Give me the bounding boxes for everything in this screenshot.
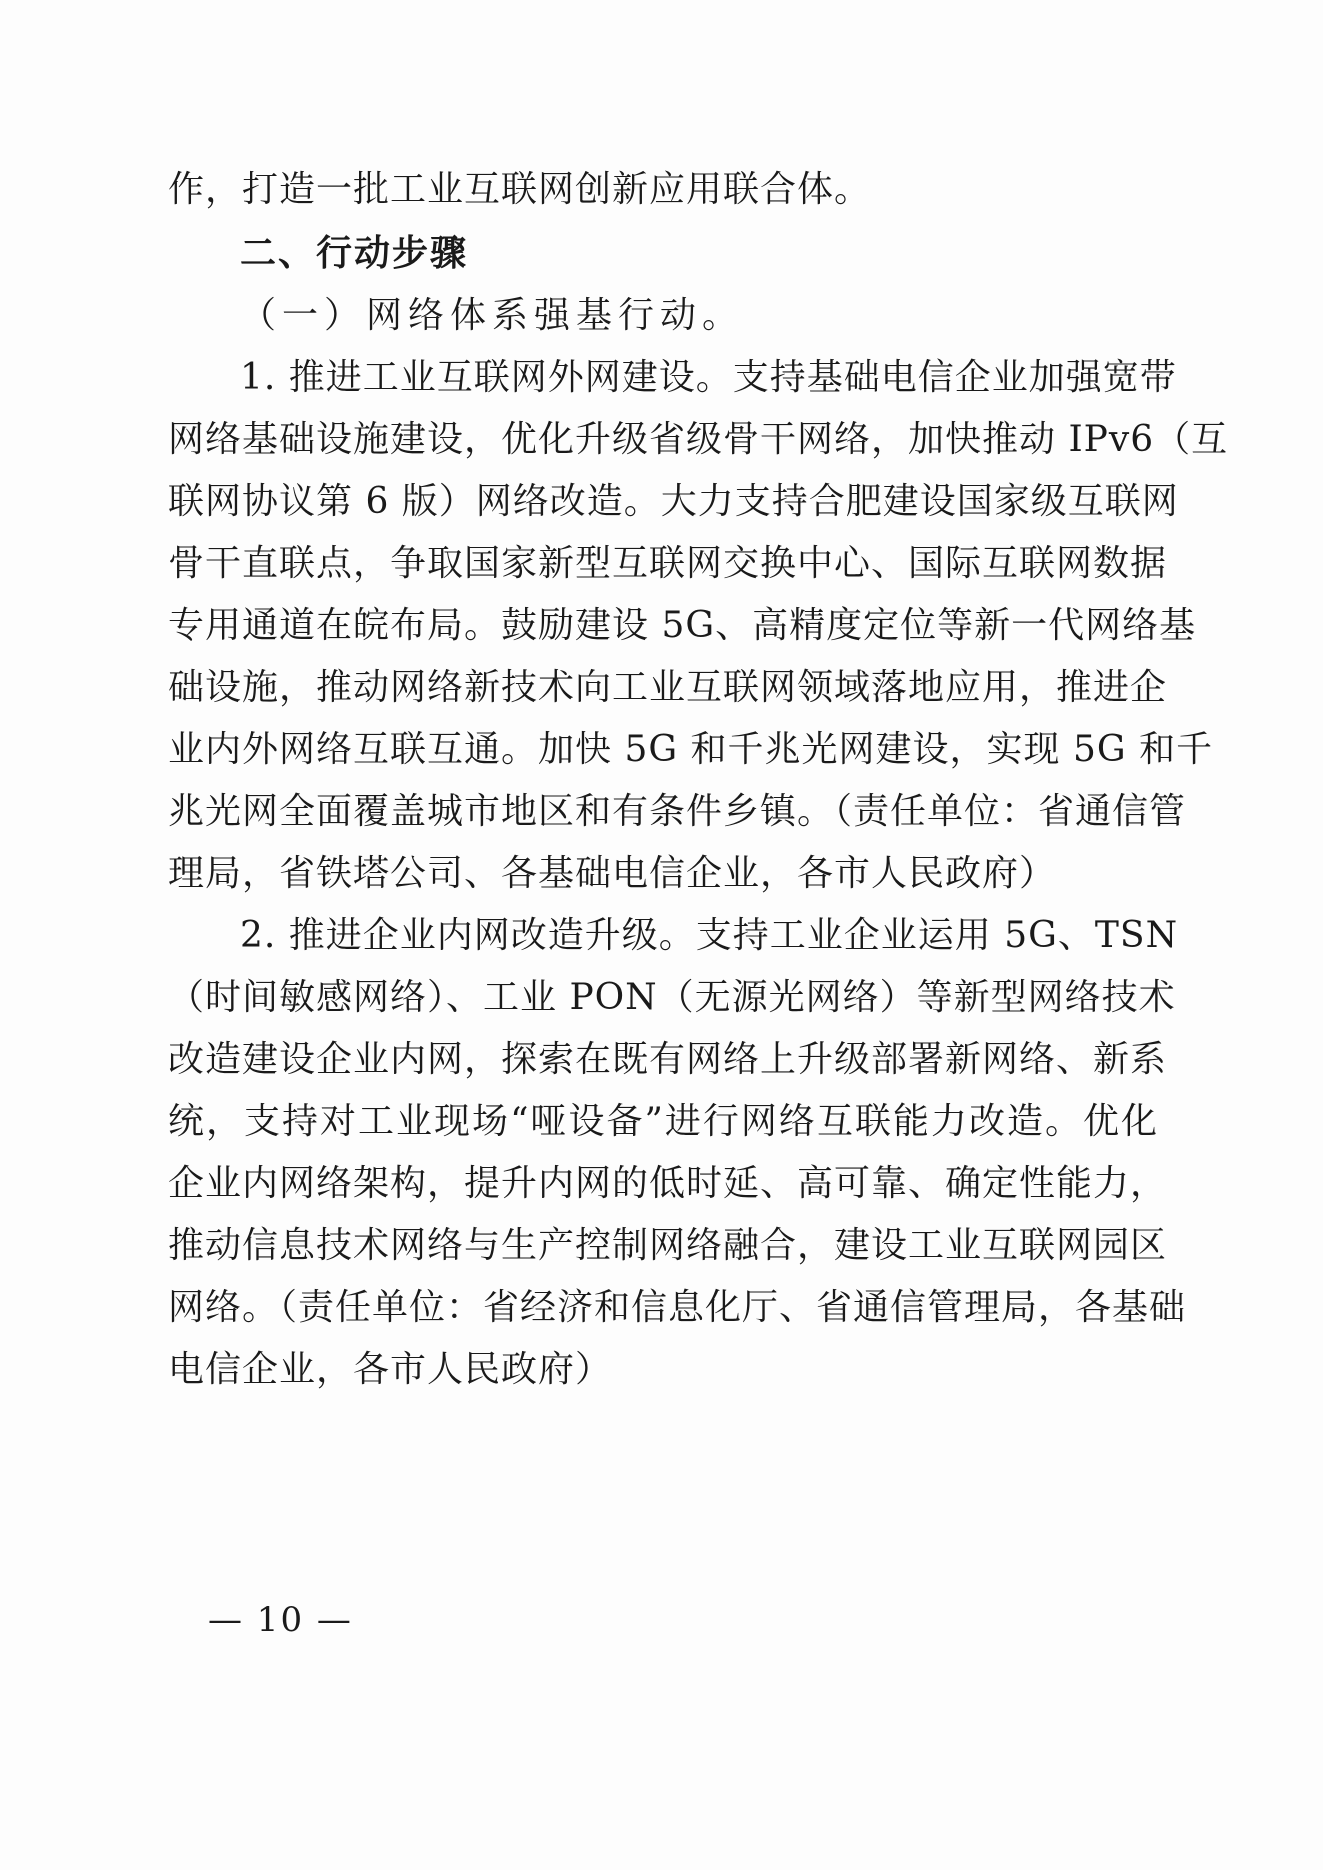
paragraph-2-line-7: 网络。（责任单位：省经济和信息化厅、省通信管理局，各基础 [168,1287,1187,1328]
paragraph-2-line-8: 电信企业，各市人民政府） [168,1349,613,1390]
subsection-heading: （一）网络体系强基行动。 [240,295,745,336]
paragraph-1-line-9: 理局，省铁塔公司、各基础电信企业，各市人民政府） [168,853,1057,894]
paragraph-1-line-7: 业内外网络互联互通。加快 5G 和千兆光网建设，实现 5G 和千 [168,729,1214,770]
paragraph-1-line-6: 础设施，推动网络新技术向工业互联网领域落地应用，推进企 [168,667,1168,708]
paragraph-1-line-1: 1. 推进工业互联网外网建设。支持基础电信企业加强宽带 [240,357,1177,398]
page-number: — 10 — [208,1600,353,1640]
paragraph-1-line-3: 联网协议第 6 版）网络改造。大力支持合肥建设国家级互联网 [168,481,1179,522]
paragraph-2-line-4: 统，支持对工业现场“哑设备”进行网络互联能力改造。优化 [168,1101,1158,1142]
paragraph-1-line-2: 网络基础设施建设，优化升级省级骨干网络，加快推动 IPv6（互 [168,419,1229,460]
paragraph-2-line-1: 2. 推进企业内网改造升级。支持工业企业运用 5G、TSN [240,915,1179,956]
paragraph-1-line-8: 兆光网全面覆盖城市地区和有条件乡镇。（责任单位：省通信管 [168,791,1187,832]
paragraph-2-line-2: （时间敏感网络）、工业 PON（无源光网络）等新型网络技术 [168,977,1176,1018]
paragraph-1-line-4: 骨干直联点，争取国家新型互联网交换中心、国际互联网数据 [168,543,1168,584]
paragraph-1-line-5: 专用通道在皖布局。鼓励建设 5G、高精度定位等新一代网络基 [168,605,1197,646]
paragraph-2-line-5: 企业内网络架构，提升内网的低时延、高可靠、确定性能力， [168,1163,1168,1204]
section-heading: 二、行动步骤 [240,233,469,274]
text-line-intro: 作，打造一批工业互联网创新应用联合体。 [168,169,872,210]
paragraph-2-line-3: 改造建设企业内网，探索在既有网络上升级部署新网络、新系 [168,1039,1168,1080]
paragraph-2-line-6: 推动信息技术网络与生产控制网络融合，建设工业互联网园区 [168,1225,1168,1266]
